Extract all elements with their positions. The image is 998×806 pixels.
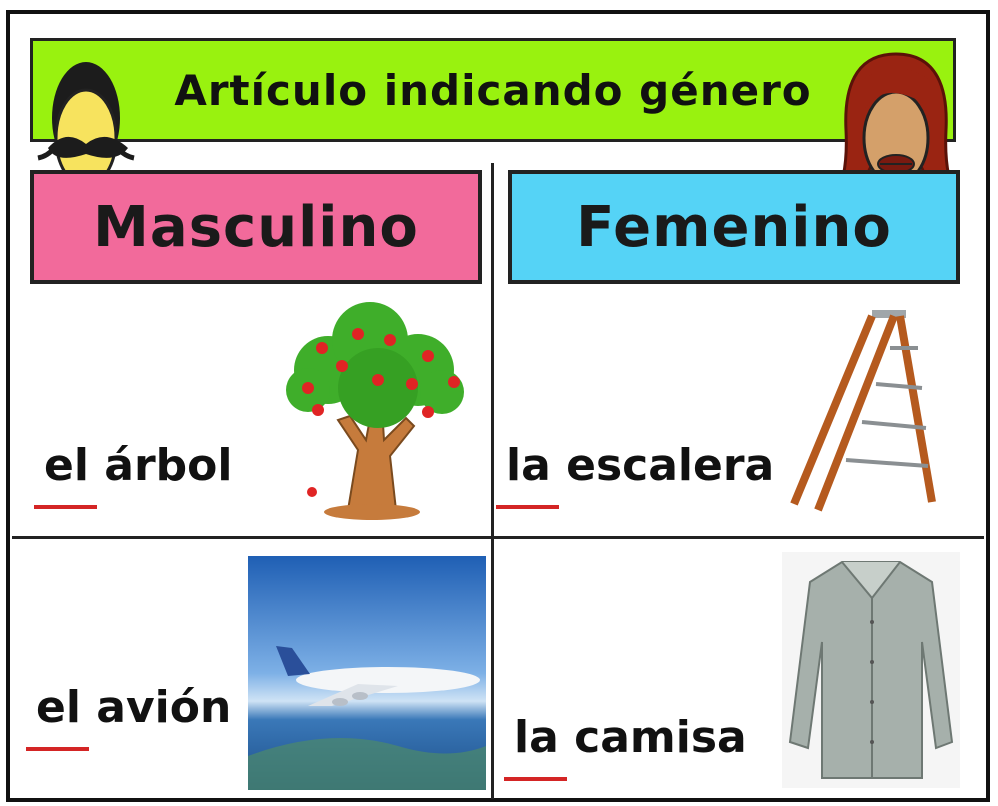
word-el-avion — [36, 682, 231, 733]
ladder-icon — [788, 308, 940, 520]
airplane-photo — [248, 556, 486, 790]
noun-avion: avión — [96, 682, 232, 733]
page-title: Artículo indicando género — [174, 65, 812, 115]
word-la-escalera — [506, 440, 774, 491]
article-la-2: la — [514, 712, 559, 763]
article-el: el — [44, 440, 89, 491]
title-banner — [30, 38, 956, 142]
word-la-camisa — [514, 712, 747, 763]
noun-arbol: árbol — [104, 440, 233, 491]
word-el-arbol — [44, 440, 232, 491]
feminine-label: Femenino — [576, 194, 892, 260]
masculine-header — [30, 170, 482, 284]
article-el-2: el — [36, 682, 81, 733]
column-divider — [491, 163, 494, 799]
article-la: la — [506, 440, 551, 491]
masculine-label: Masculino — [93, 194, 419, 260]
row-divider — [12, 536, 984, 539]
feminine-header — [508, 170, 960, 284]
noun-escalera: escalera — [566, 440, 775, 491]
noun-camisa: camisa — [574, 712, 747, 763]
apple-tree-icon — [278, 300, 468, 522]
shirt-photo — [782, 552, 960, 788]
male-face-icon — [36, 48, 138, 190]
